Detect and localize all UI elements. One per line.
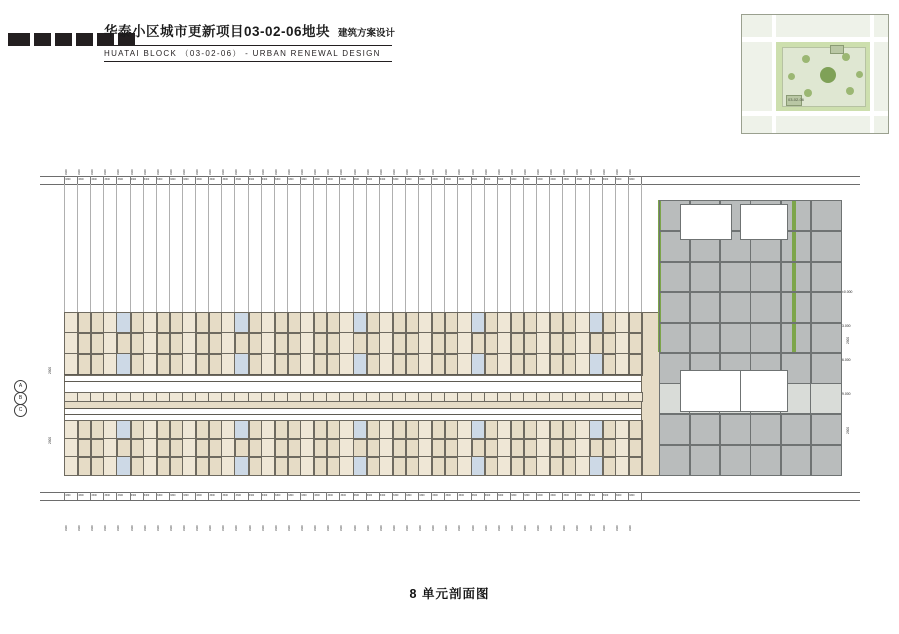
bottom-dim-label-rot: 3300 xyxy=(379,525,383,531)
tower-cell xyxy=(750,291,782,323)
top-dim-label: 3300 xyxy=(379,177,386,181)
unit-cell-lower xyxy=(628,438,643,458)
grid-line xyxy=(471,184,472,312)
bottom-dim-label: 3300 xyxy=(458,493,464,497)
top-dim-label: 3300 xyxy=(589,177,596,181)
top-dim-label: 3300 xyxy=(524,177,530,181)
bottom-dim-label: 3300 xyxy=(406,493,412,497)
grid-line xyxy=(405,184,406,312)
top-dim-label: 3300 xyxy=(117,177,123,181)
dim-tick xyxy=(641,176,642,184)
top-dim-label-rot: 3300 xyxy=(471,169,475,175)
title-block xyxy=(104,24,394,62)
bottom-dim-label-rot: 3300 xyxy=(104,525,108,531)
bottom-dim-label-rot: 3300 xyxy=(196,525,200,531)
floor-slab-line xyxy=(64,374,641,375)
top-dim-label-rot: 3300 xyxy=(248,169,252,175)
bottom-dim-label: 3300 xyxy=(393,493,399,497)
top-dim-label-rot: 3300 xyxy=(209,169,213,175)
bottom-dim-label: 3300 xyxy=(222,493,228,497)
top-dim-label: 3300 xyxy=(366,177,373,181)
bottom-dim-label-rot: 3300 xyxy=(550,525,554,531)
top-dim-label-rot: 3300 xyxy=(327,169,331,175)
left-dim-label-1: 2900 xyxy=(48,366,52,374)
tower-cell xyxy=(810,383,842,415)
top-dim-label-rot: 3300 xyxy=(183,169,187,175)
grid-line xyxy=(379,184,380,312)
right-dim-label-1: 2900 xyxy=(846,336,850,344)
tower-cell xyxy=(659,322,691,354)
grid-line xyxy=(326,184,327,312)
grid-line xyxy=(130,184,131,312)
bottom-dim-label: 3300 xyxy=(183,493,189,497)
top-dim-label: 3300 xyxy=(104,177,110,181)
tower-cell xyxy=(689,261,721,293)
unit-cell-lower xyxy=(628,456,643,476)
grid-line xyxy=(195,184,196,312)
grid-line xyxy=(103,184,104,312)
top-dim-label: 3300 xyxy=(615,177,622,181)
grid-line xyxy=(484,184,485,312)
tower-void xyxy=(680,370,742,412)
bottom-dim-label: 3300 xyxy=(576,493,582,497)
top-dim-label: 3300 xyxy=(301,177,307,181)
bottom-dim-label-rot: 3300 xyxy=(169,525,173,531)
tower-cell xyxy=(810,444,842,476)
top-dim-label: 3300 xyxy=(248,177,255,181)
bottom-dim-label-rot: 3300 xyxy=(156,525,160,531)
top-dim-label: 3300 xyxy=(629,177,635,181)
top-dim-label-rot: 3300 xyxy=(130,169,134,175)
top-dim-label: 3300 xyxy=(602,177,609,181)
top-dim-label-rot: 3300 xyxy=(274,169,278,175)
top-dim-label-rot: 3300 xyxy=(287,169,291,175)
bottom-dim-label: 3300 xyxy=(537,493,543,497)
bottom-dim-label-rot: 3300 xyxy=(523,525,527,531)
top-dim-label-rot: 3300 xyxy=(156,169,160,175)
top-dim-label: 3300 xyxy=(78,177,84,181)
tower-void xyxy=(680,204,732,240)
top-dim-label: 3300 xyxy=(65,177,71,181)
tower-cell xyxy=(719,322,751,354)
grid-line xyxy=(549,184,550,312)
bottom-dim-label: 3300 xyxy=(248,493,255,497)
top-dim-label: 3300 xyxy=(288,177,294,181)
bottom-dim-label-rot: 3300 xyxy=(91,525,95,531)
bottom-dim-label-rot: 3300 xyxy=(445,525,449,531)
top-dim-label: 3300 xyxy=(275,177,281,181)
grid-line xyxy=(510,184,511,312)
bottom-dim-label: 3300 xyxy=(602,493,609,497)
top-dim-label-rot: 3300 xyxy=(405,169,409,175)
bottom-dim-label-rot: 3300 xyxy=(366,525,370,531)
bottom-dim-label: 3300 xyxy=(524,493,530,497)
grid-line xyxy=(628,184,629,312)
grid-line xyxy=(431,184,432,312)
bottom-dim-label-rot: 3300 xyxy=(274,525,278,531)
bottom-dim-label: 3300 xyxy=(261,493,268,497)
bottom-dim-label-rot: 3300 xyxy=(287,525,291,531)
tower-cell xyxy=(689,322,721,354)
bottom-dim-label: 3300 xyxy=(275,493,281,497)
bottom-dim-label-rot: 3300 xyxy=(183,525,187,531)
bottom-dim-label: 3300 xyxy=(196,493,202,497)
bottom-dim-label: 3300 xyxy=(327,493,333,497)
top-dim-label-rot: 3300 xyxy=(445,169,449,175)
bottom-dim-label: 3300 xyxy=(104,493,110,497)
top-dim-label: 3300 xyxy=(537,177,543,181)
top-dim-label-rot: 3300 xyxy=(314,169,318,175)
tower-cell xyxy=(689,444,721,476)
top-dim-label: 3300 xyxy=(406,177,412,181)
grid-line xyxy=(353,184,354,312)
top-dim-label-rot: 3300 xyxy=(615,169,619,175)
tower-cell xyxy=(750,444,782,476)
bottom-dim-label: 3300 xyxy=(301,493,307,497)
grid-line xyxy=(64,184,65,312)
level-mark: 6.000 xyxy=(842,358,851,362)
top-dim-label: 3300 xyxy=(393,177,399,181)
grid-line xyxy=(589,184,590,312)
unit-cell-upper xyxy=(628,332,643,355)
unit-cell-upper xyxy=(628,312,643,334)
top-dim-label: 3300 xyxy=(143,177,150,181)
bottom-dim-label-rot: 3300 xyxy=(235,525,239,531)
top-dim-label-rot: 3300 xyxy=(379,169,383,175)
title-rule-top xyxy=(104,45,392,46)
top-dim-label: 3300 xyxy=(183,177,189,181)
bottom-dim-label-rot: 3300 xyxy=(340,525,344,531)
top-dim-label-rot: 3300 xyxy=(104,169,108,175)
grid-line xyxy=(90,184,91,312)
top-dim-label: 3300 xyxy=(353,177,360,181)
bottom-dim-label-rot: 3300 xyxy=(510,525,514,531)
bottom-dim-label-rot: 3300 xyxy=(143,525,147,531)
bottom-dim-label-rot: 3300 xyxy=(537,525,541,531)
top-dim-label: 3300 xyxy=(261,177,268,181)
grid-line xyxy=(287,184,288,312)
grid-line xyxy=(182,184,183,312)
top-dim-label: 3300 xyxy=(550,177,556,181)
grid-line xyxy=(248,184,249,312)
top-dim-label: 3300 xyxy=(432,177,438,181)
unit-cell-upper xyxy=(628,353,643,376)
bottom-dim-label: 3300 xyxy=(445,493,451,497)
bottom-dim-label: 3300 xyxy=(314,493,320,497)
top-dim-label-rot: 3300 xyxy=(143,169,147,175)
top-dim-label-rot: 3300 xyxy=(340,169,344,175)
tower-cell xyxy=(780,291,812,323)
top-dim-label: 3300 xyxy=(196,177,202,181)
bottom-dim-label-rot: 3300 xyxy=(471,525,475,531)
title-rule-bottom xyxy=(104,61,392,62)
bottom-dimension-line-2 xyxy=(40,500,860,501)
tower-cell xyxy=(719,413,751,445)
grid-line xyxy=(457,184,458,312)
bottom-dim-label: 3300 xyxy=(497,493,504,497)
corridor-cell xyxy=(628,392,643,402)
top-dim-label: 3300 xyxy=(170,177,176,181)
top-dim-label-rot: 3300 xyxy=(589,169,593,175)
bottom-dim-label: 3300 xyxy=(288,493,294,497)
bottom-dim-label: 3300 xyxy=(366,493,373,497)
top-dim-label-rot: 3300 xyxy=(537,169,541,175)
top-dim-label-rot: 3300 xyxy=(523,169,527,175)
bottom-dim-label-rot: 3300 xyxy=(458,525,462,531)
drawing-caption: 8 单元剖面图 xyxy=(409,587,490,601)
tower-cell xyxy=(810,230,842,262)
tower-cell xyxy=(810,291,842,323)
grid-line xyxy=(274,184,275,312)
grid-line xyxy=(116,184,117,312)
level-mark: ±0.000 xyxy=(842,290,853,294)
top-dim-label: 3300 xyxy=(576,177,582,181)
bottom-dim-label-rot: 3300 xyxy=(314,525,318,531)
top-dimension-line-2 xyxy=(40,184,860,185)
top-dim-label-rot: 3300 xyxy=(222,169,226,175)
bottom-dim-label: 3300 xyxy=(615,493,622,497)
grid-line xyxy=(615,184,616,312)
bottom-dim-label-rot: 3300 xyxy=(261,525,265,531)
bottom-dim-label: 3300 xyxy=(65,493,71,497)
top-dim-label-rot: 3300 xyxy=(497,169,501,175)
grid-line xyxy=(562,184,563,312)
grid-line xyxy=(156,184,157,312)
top-dim-label: 3300 xyxy=(327,177,333,181)
top-dim-label: 3300 xyxy=(511,177,517,181)
top-dim-label-rot: 3300 xyxy=(261,169,265,175)
bottom-dim-label-rot: 3300 xyxy=(301,525,305,531)
floor-slab-line xyxy=(64,408,641,409)
bottom-dim-label: 3300 xyxy=(143,493,150,497)
top-dim-label-rot: 3300 xyxy=(301,169,305,175)
top-dim-label-rot: 3300 xyxy=(510,169,514,175)
top-dim-label-rot: 3300 xyxy=(65,169,68,175)
top-dim-label-rot: 3300 xyxy=(563,169,567,175)
bottom-dim-label-rot: 3300 xyxy=(484,525,488,531)
grid-line xyxy=(234,184,235,312)
bottom-dim-label: 3300 xyxy=(471,493,478,497)
bottom-dim-label: 3300 xyxy=(130,493,137,497)
top-dim-label-rot: 3300 xyxy=(169,169,173,175)
bottom-dim-label-rot: 3300 xyxy=(130,525,134,531)
top-dim-label: 3300 xyxy=(235,177,241,181)
grid-line xyxy=(261,184,262,312)
axis-bubble-c: C xyxy=(14,404,27,417)
top-dim-label-rot: 3300 xyxy=(78,169,82,175)
grid-line xyxy=(444,184,445,312)
tower-void xyxy=(740,370,788,412)
bottom-dim-label: 3300 xyxy=(550,493,556,497)
top-dim-label: 3300 xyxy=(91,177,97,181)
grid-line xyxy=(313,184,314,312)
tower-cell xyxy=(750,322,782,354)
grid-line xyxy=(392,184,393,312)
tower-cell xyxy=(810,322,842,354)
tower-cell xyxy=(659,444,691,476)
top-dim-label: 3300 xyxy=(340,177,346,181)
service-band-upper xyxy=(64,374,643,394)
top-dim-label: 3300 xyxy=(156,177,163,181)
project-title-en: HUATAI BLOCK （03-02-06） - URBAN RENEWAL DESIGN xyxy=(104,49,381,58)
bottom-dim-label: 3300 xyxy=(589,493,596,497)
bottom-dim-label: 3300 xyxy=(209,493,215,497)
top-dim-label-rot: 3300 xyxy=(432,169,436,175)
top-dim-label-rot: 3300 xyxy=(117,169,121,175)
tower-cell xyxy=(719,291,751,323)
bottom-dim-label: 3300 xyxy=(379,493,386,497)
bottom-dim-label-rot: 3300 xyxy=(563,525,567,531)
top-dim-label: 3300 xyxy=(209,177,215,181)
bottom-dim-label: 3300 xyxy=(170,493,176,497)
bottom-dim-label-rot: 3300 xyxy=(432,525,436,531)
grid-line xyxy=(602,184,603,312)
bottom-dim-label-rot: 3300 xyxy=(589,525,593,531)
bottom-dim-label-rot: 3300 xyxy=(65,525,68,531)
grid-line xyxy=(221,184,222,312)
grid-line xyxy=(497,184,498,312)
bottom-dim-label-rot: 3300 xyxy=(628,525,632,531)
grid-line xyxy=(208,184,209,312)
grid-line xyxy=(300,184,301,312)
tower-cell xyxy=(750,413,782,445)
bottom-dim-label-rot: 3300 xyxy=(209,525,213,531)
bottom-dim-label-rot: 3300 xyxy=(615,525,619,531)
left-dim-label-2: 2900 xyxy=(48,436,52,444)
project-title-cn: 华泰小区城市更新项目03-02-06地块 建筑方案设计 xyxy=(104,24,396,39)
top-dim-label-rot: 3300 xyxy=(628,169,632,175)
bottom-dim-label-rot: 3300 xyxy=(576,525,580,531)
bottom-dim-label-rot: 3300 xyxy=(248,525,252,531)
top-dim-label: 3300 xyxy=(484,177,491,181)
top-dim-label: 3300 xyxy=(458,177,464,181)
top-dim-label: 3300 xyxy=(445,177,451,181)
bottom-dim-label: 3300 xyxy=(235,493,241,497)
top-dim-label: 3300 xyxy=(563,177,569,181)
top-dim-label-rot: 3300 xyxy=(550,169,554,175)
top-dim-label: 3300 xyxy=(471,177,478,181)
axis-bubble-b: B xyxy=(14,392,27,405)
top-dim-label: 3300 xyxy=(419,177,425,181)
tower-cell xyxy=(780,413,812,445)
key-plan-label: 03-02-06 xyxy=(788,97,805,102)
top-dim-label-rot: 3300 xyxy=(196,169,200,175)
top-dim-label: 3300 xyxy=(497,177,504,181)
bottom-dim-label: 3300 xyxy=(156,493,163,497)
top-dim-label-rot: 3300 xyxy=(576,169,580,175)
bottom-dim-label-rot: 3300 xyxy=(405,525,409,531)
grid-line xyxy=(143,184,144,312)
tower-cell xyxy=(780,261,812,293)
top-dim-label-rot: 3300 xyxy=(484,169,488,175)
dim-tick xyxy=(641,492,642,500)
top-dim-label-rot: 3300 xyxy=(458,169,462,175)
level-mark: 9.000 xyxy=(842,392,851,396)
top-dim-label: 3300 xyxy=(130,177,137,181)
grid-line xyxy=(523,184,524,312)
bottom-dim-label-rot: 3300 xyxy=(78,525,82,531)
tower-cell xyxy=(659,261,691,293)
grid-line xyxy=(575,184,576,312)
grid-line xyxy=(77,184,78,312)
tower-cell xyxy=(750,261,782,293)
grid-line xyxy=(418,184,419,312)
tower-void xyxy=(740,204,788,240)
top-dim-label-rot: 3300 xyxy=(235,169,239,175)
bottom-dim-label: 3300 xyxy=(117,493,123,497)
top-dim-label-rot: 3300 xyxy=(419,169,423,175)
top-dim-label-rot: 3300 xyxy=(353,169,357,175)
top-dim-label: 3300 xyxy=(222,177,228,181)
tower-cell xyxy=(659,413,691,445)
bottom-dim-label: 3300 xyxy=(432,493,438,497)
bottom-dim-label: 3300 xyxy=(563,493,569,497)
top-dim-label-rot: 3300 xyxy=(91,169,95,175)
bottom-dim-label-rot: 3300 xyxy=(497,525,501,531)
bottom-dim-label-rot: 3300 xyxy=(392,525,396,531)
bottom-dim-label-rot: 3300 xyxy=(222,525,226,531)
bottom-dim-label-rot: 3300 xyxy=(419,525,423,531)
top-dim-label: 3300 xyxy=(314,177,320,181)
bottom-dim-label: 3300 xyxy=(484,493,491,497)
tower-cell xyxy=(689,413,721,445)
bottom-dim-label: 3300 xyxy=(353,493,360,497)
grid-line xyxy=(339,184,340,312)
axis-bubble-a: A xyxy=(14,380,27,393)
top-dim-label-rot: 3300 xyxy=(602,169,606,175)
site-key-plan xyxy=(741,14,889,134)
top-dim-label-rot: 3300 xyxy=(366,169,370,175)
grid-line xyxy=(536,184,537,312)
bottom-dim-label-rot: 3300 xyxy=(353,525,357,531)
tower-cell xyxy=(719,261,751,293)
top-dim-label-rot: 3300 xyxy=(392,169,396,175)
tower-cell xyxy=(810,413,842,445)
bottom-dim-label: 3300 xyxy=(91,493,97,497)
bottom-dim-label: 3300 xyxy=(419,493,425,497)
bottom-dim-label-rot: 3300 xyxy=(117,525,121,531)
floor-slab-line xyxy=(64,381,641,382)
tower-cell xyxy=(689,291,721,323)
tower-cell xyxy=(810,261,842,293)
tower-cell xyxy=(810,200,842,232)
bottom-dim-label: 3300 xyxy=(340,493,346,497)
right-dim-label-2: 2900 xyxy=(846,426,850,434)
bottom-dim-label-rot: 3300 xyxy=(602,525,606,531)
bottom-dim-label: 3300 xyxy=(629,493,635,497)
grid-line xyxy=(366,184,367,312)
grid-line xyxy=(169,184,170,312)
level-mark: 3.000 xyxy=(842,324,851,328)
grid-line xyxy=(641,184,642,312)
tower-cell xyxy=(659,291,691,323)
tower-cell xyxy=(719,444,751,476)
unit-cell-lower xyxy=(628,420,643,440)
tower-cell xyxy=(780,322,812,354)
floor-slab-line xyxy=(64,414,641,415)
bottom-dim-label-rot: 3300 xyxy=(327,525,331,531)
tower-cell xyxy=(810,352,842,384)
tower-cell xyxy=(780,444,812,476)
section-drawing xyxy=(18,140,860,560)
bottom-dim-label: 3300 xyxy=(78,493,84,497)
bottom-dim-label: 3300 xyxy=(511,493,517,497)
